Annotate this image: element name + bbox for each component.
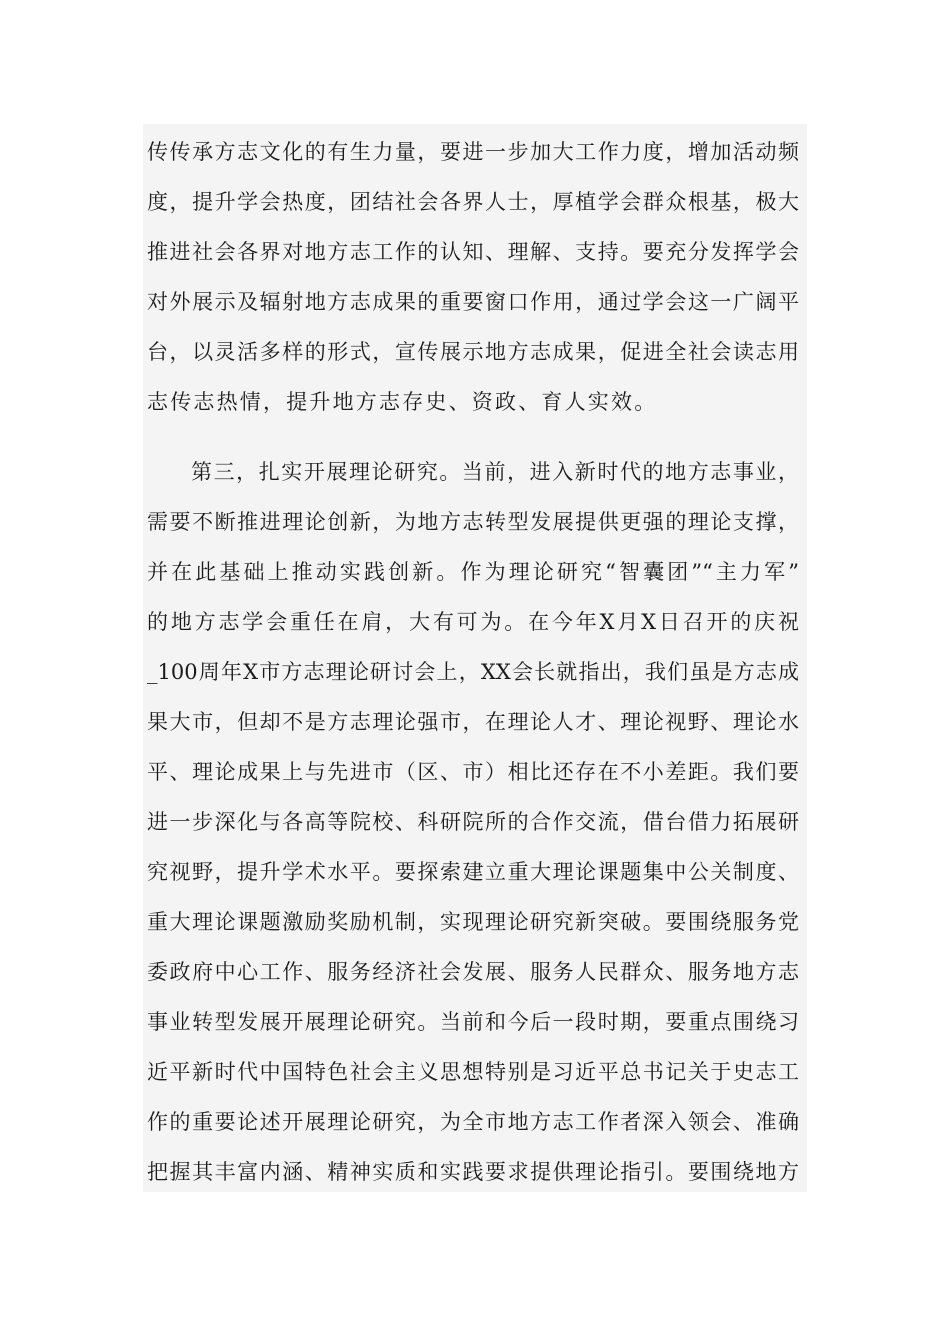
text-line: 志传志热情，提升地方志存史、资政、育人实效。 <box>147 390 658 414</box>
text-line: 果大市，但却不是方志理论强市，在理论人才、理论视野、理论水 <box>147 710 799 734</box>
text-line: 重大理论课题激励奖励机制，实现理论研究新突破。要围绕服务党 <box>147 910 799 934</box>
text-line: 的地方志学会重任在肩，大有可为。在今年X月X日召开的庆祝 <box>147 610 799 634</box>
text-line: 究视野，提升学术水平。要探索建立重大理论课题集中公关制度、 <box>147 860 799 884</box>
paragraph-first-line: 第三，扎实开展理论研究。当前，进入新时代的地方志事业， <box>191 460 799 484</box>
text-line: 委政府中心工作、服务经济社会发展、服务人民群众、服务地方志 <box>147 960 799 984</box>
text-line: 平、理论成果上与先进市（区、市）相比还存在不小差距。我们要 <box>147 760 799 784</box>
text-line: 事业转型发展开展理论研究。当前和今后一段时期，要重点围绕习 <box>147 1010 799 1034</box>
text-line: 台，以灵活多样的形式，宣传展示地方志成果，促进全社会读志用 <box>147 340 799 364</box>
text-line: 度，提升学会热度，团结社会各界人士，厚植学会群众根基，极大 <box>147 190 799 214</box>
text-line: 推进社会各界对地方志工作的认知、理解、支持。要充分发挥学会 <box>147 240 799 264</box>
text-line: 作的重要论述开展理论研究，为全市地方志工作者深入领会、准确 <box>147 1110 799 1134</box>
text-line: 并在此基础上推动实践创新。作为理论研究“智囊团”“主力军” <box>147 560 799 584</box>
text-line: 近平新时代中国特色社会主义思想特别是习近平总书记关于史志工 <box>147 1060 799 1084</box>
text-line: 传传承方志文化的有生力量，要进一步加大工作力度，增加活动频 <box>147 140 799 164</box>
text-line: 把握其丰富内涵、精神实质和实践要求提供理论指引。要围绕地方 <box>147 1160 799 1184</box>
text-line: 进一步深化与各高等院校、科研院所的合作交流，借台借力拓展研 <box>147 810 799 834</box>
text-line: _100周年X市方志理论研讨会上，XX会长就指出，我们虽是方志成 <box>147 660 799 684</box>
paragraph-theory-research <box>143 442 807 1192</box>
text-line: 需要不断推进理论创新，为地方志转型发展提供更强的理论支撑， <box>147 510 799 534</box>
paragraph-continuation <box>143 124 807 442</box>
text-line: 对外展示及辐射地方志成果的重要窗口作用，通过学会这一广阔平 <box>147 290 799 314</box>
